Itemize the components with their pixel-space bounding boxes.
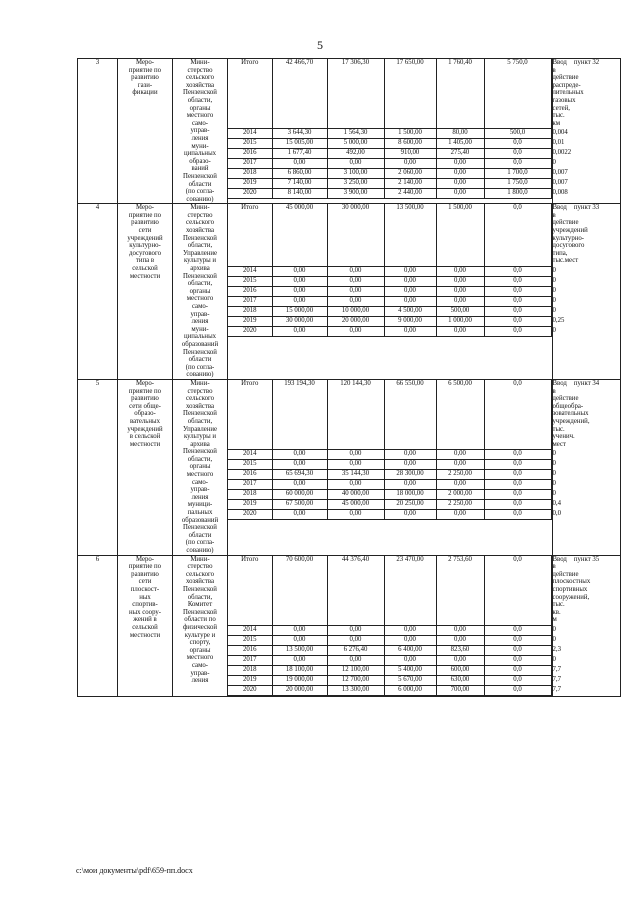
amount: 0,0	[484, 139, 551, 149]
period-label: Итого	[228, 556, 272, 626]
amount: 3 100,00	[327, 169, 384, 179]
year-row	[228, 317, 552, 327]
amount: 0,00	[384, 450, 436, 460]
amount: 0,00	[327, 450, 384, 460]
year-row	[228, 297, 552, 307]
amount: 0,00	[436, 327, 484, 337]
year: 2019	[228, 675, 272, 685]
amount: 0,00	[327, 287, 384, 297]
total-amount: 42 466,70	[272, 59, 327, 129]
year-row	[228, 159, 552, 169]
amount: 80,00	[436, 129, 484, 139]
amount: 5 400,00	[384, 665, 436, 675]
amount: 630,00	[436, 675, 484, 685]
amount: 0,0	[484, 480, 551, 490]
amount: 0,00	[327, 510, 384, 520]
amount: 275,40	[436, 149, 484, 159]
indicator-value: 0	[551, 159, 552, 169]
amount: 0,0	[484, 287, 551, 297]
amount: 0,00	[384, 625, 436, 635]
page-number: 5	[317, 38, 323, 52]
amount: 1 700,0	[484, 169, 551, 179]
amount: 67 500,00	[272, 500, 327, 510]
year-row	[228, 169, 552, 179]
amount: 0,00	[327, 480, 384, 490]
year-row	[228, 685, 552, 695]
indicator-label: Ввод в действие общеобра- зовательных учреждений, тыс. ученич. мест	[551, 380, 552, 450]
year: 2016	[228, 470, 272, 480]
year: 2015	[228, 277, 272, 287]
program-item-ref: пункт 32	[553, 59, 621, 204]
indicator-value: 0	[551, 490, 552, 500]
period-label: Итого	[228, 204, 272, 266]
indicator-value: 0,25	[551, 317, 552, 327]
year-row	[228, 470, 552, 480]
year: 2020	[228, 327, 272, 337]
amount: 45 000,00	[327, 500, 384, 510]
year: 2014	[228, 450, 272, 460]
total-amount: 1 760,40	[436, 59, 484, 129]
amount: 0,00	[384, 297, 436, 307]
year: 2015	[228, 635, 272, 645]
amount: 0,00	[327, 159, 384, 169]
amount: 5 000,00	[327, 139, 384, 149]
amount: 0,00	[327, 625, 384, 635]
period-label: Итого	[228, 59, 272, 129]
year-row	[228, 490, 552, 500]
total-amount: 44 376,40	[327, 556, 384, 626]
amount: 0,0	[484, 470, 551, 480]
amount: 6 400,00	[384, 645, 436, 655]
year-row	[228, 625, 552, 635]
total-amount: 17 306,30	[327, 59, 384, 129]
amount: 18 000,00	[384, 490, 436, 500]
amount: 35 144,30	[327, 470, 384, 480]
year-row	[228, 277, 552, 287]
amount: 2 440,00	[384, 189, 436, 199]
total-amount: 193 194,30	[272, 380, 327, 450]
row-number: 5	[78, 379, 118, 555]
indicator-value: 0	[551, 470, 552, 480]
indicator-value: 2,3	[551, 645, 552, 655]
indicator-value: 0	[551, 267, 552, 277]
indicator-value: 0,0	[551, 510, 552, 520]
amount: 0,00	[436, 625, 484, 635]
total-amount: 45 000,00	[272, 204, 327, 266]
amount: 700,00	[436, 685, 484, 695]
amount: 5 670,00	[384, 675, 436, 685]
amount: 2 060,00	[384, 169, 436, 179]
amount: 40 000,00	[327, 490, 384, 500]
total-row	[228, 556, 552, 626]
amount: 0,00	[436, 655, 484, 665]
year-row	[228, 450, 552, 460]
year-row	[228, 149, 552, 159]
amount: 30 000,00	[272, 317, 327, 327]
year-row	[228, 480, 552, 490]
amount: 0,00	[384, 159, 436, 169]
indicator-value: 7,7	[551, 685, 552, 695]
row-number: 4	[78, 204, 118, 380]
amount: 823,60	[436, 645, 484, 655]
amount: 15 005,00	[272, 139, 327, 149]
amount: 0,0	[484, 500, 551, 510]
amount: 0,0	[484, 307, 551, 317]
program-item-ref: пункт 33	[553, 204, 621, 380]
total-amount: 30 000,00	[327, 204, 384, 266]
year-row	[228, 675, 552, 685]
year: 2017	[228, 159, 272, 169]
amount: 6 860,00	[272, 169, 327, 179]
total-amount: 1 500,00	[436, 204, 484, 266]
amount: 0,00	[436, 179, 484, 189]
year: 2016	[228, 287, 272, 297]
amount: 0,00	[436, 169, 484, 179]
amount: 910,00	[384, 149, 436, 159]
total-row	[228, 59, 552, 129]
year-row	[228, 287, 552, 297]
measure-name: Меро- приятие по развитию сети учреждений культурно- досугового типа в сельской местности	[118, 204, 173, 380]
amount: 0,0	[484, 317, 551, 327]
total-amount: 5 750,0	[484, 59, 551, 129]
amount: 0,0	[484, 655, 551, 665]
amount: 1 800,0	[484, 189, 551, 199]
amount: 0,00	[436, 510, 484, 520]
amount: 2 140,00	[384, 179, 436, 189]
indicator-value: 0	[551, 307, 552, 317]
amount: 10 000,00	[327, 307, 384, 317]
measure-row	[78, 204, 621, 380]
measure-name: Меро- приятие по развитию сети обще- образо- вательных учреждений в сельской местности	[118, 379, 173, 555]
year: 2017	[228, 297, 272, 307]
amount: 0,00	[384, 287, 436, 297]
indicator-value: 0	[551, 635, 552, 645]
amount: 0,00	[327, 460, 384, 470]
amount: 3 250,00	[327, 179, 384, 189]
amount: 1 000,00	[436, 317, 484, 327]
amount: 20 000,00	[327, 317, 384, 327]
amount: 12 700,00	[327, 675, 384, 685]
amount: 8 600,00	[384, 139, 436, 149]
total-amount: 70 600,00	[272, 556, 327, 626]
amount: 20 000,00	[272, 685, 327, 695]
amount: 0,00	[272, 655, 327, 665]
amount: 0,00	[327, 267, 384, 277]
amount: 1 677,40	[272, 149, 327, 159]
amount: 0,00	[327, 297, 384, 307]
year: 2018	[228, 665, 272, 675]
amount: 2 250,00	[436, 470, 484, 480]
measure-row	[78, 59, 621, 204]
indicator-label: Ввод в действие распреде- лительных газовых сетей, тыс. км	[551, 59, 552, 129]
indicator-value: 0	[551, 480, 552, 490]
year: 2014	[228, 267, 272, 277]
total-amount: 2 753,60	[436, 556, 484, 626]
amount: 0,00	[436, 277, 484, 287]
amount: 0,0	[484, 645, 551, 655]
indicator-value: 0,4	[551, 500, 552, 510]
amount: 0,0	[484, 267, 551, 277]
amount: 8 140,00	[272, 189, 327, 199]
year: 2019	[228, 500, 272, 510]
amount: 28 300,00	[384, 470, 436, 480]
indicator-label: Ввод в действие плоскостных спортивных сооружений, тыс. кв. м	[551, 556, 552, 626]
amount: 0,0	[484, 665, 551, 675]
indicator-value: 0	[551, 297, 552, 307]
amount: 0,00	[384, 480, 436, 490]
amount: 60 000,00	[272, 490, 327, 500]
year: 2015	[228, 460, 272, 470]
program-item-ref: пункт 34	[553, 379, 621, 555]
indicator-value: 0	[551, 460, 552, 470]
year: 2016	[228, 645, 272, 655]
year-row	[228, 510, 552, 520]
amount: 18 100,00	[272, 665, 327, 675]
year: 2018	[228, 307, 272, 317]
year-row	[228, 655, 552, 665]
amount: 500,0	[484, 129, 551, 139]
amount: 0,00	[436, 159, 484, 169]
amount: 0,0	[484, 450, 551, 460]
amount: 0,00	[436, 460, 484, 470]
amount: 9 000,00	[384, 317, 436, 327]
amount: 0,00	[327, 635, 384, 645]
amount: 0,00	[384, 327, 436, 337]
amount: 1 405,00	[436, 139, 484, 149]
program-measures-table	[77, 58, 621, 697]
year: 2020	[228, 685, 272, 695]
amount: 0,00	[384, 655, 436, 665]
amount: 0,00	[436, 635, 484, 645]
year-row	[228, 460, 552, 470]
amount: 12 100,00	[327, 665, 384, 675]
responsible-executors: Мини- стерство сельского хозяйства Пензенской области, Управление культуры и архива Пензенской области, органы местного само- управ- ления муници- пальных образований Пензенской области (по согла- сованию)	[173, 379, 228, 555]
amount: 2 250,00	[436, 500, 484, 510]
amount: 0,0	[484, 490, 551, 500]
measure-name: Меро- приятие по развитию гази- фикации	[118, 59, 173, 204]
total-amount: 66 550,00	[384, 380, 436, 450]
amount: 0,0	[484, 277, 551, 287]
year: 2019	[228, 179, 272, 189]
indicator-value: 7,7	[551, 675, 552, 685]
amount: 3 900,00	[327, 189, 384, 199]
amount: 1 750,0	[484, 179, 551, 189]
year: 2018	[228, 169, 272, 179]
total-amount: 13 500,00	[384, 204, 436, 266]
year: 2014	[228, 129, 272, 139]
indicator-label: Ввод в действие учреждений культурно- досугового типа, тыс.мест	[551, 204, 552, 266]
amount: 15 000,00	[272, 307, 327, 317]
measure-name: Меро- приятие по развитию сети плоскост- ных спортив- ных соору- жений в сельской местности	[118, 555, 173, 696]
year-row	[228, 189, 552, 199]
year-row	[228, 665, 552, 675]
amount: 0,00	[384, 267, 436, 277]
year-row	[228, 645, 552, 655]
amount: 3 644,30	[272, 129, 327, 139]
amount: 1 564,30	[327, 129, 384, 139]
responsible-executors: Мини- стерство сельского хозяйства Пензенской области, органы местного само- управ- ления муни- ципальных образо- ваний Пензенской области (по согла- сованию)	[173, 59, 228, 204]
amount: 0,00	[436, 480, 484, 490]
amount: 0,0	[484, 327, 551, 337]
amount: 65 694,30	[272, 470, 327, 480]
amount: 20 250,00	[384, 500, 436, 510]
total-amount: 17 650,00	[384, 59, 436, 129]
year-row	[228, 267, 552, 277]
amount: 0,00	[272, 625, 327, 635]
amount: 0,00	[272, 327, 327, 337]
file-path-footer: c:\мои документы\pdf\659-пп.docx	[76, 866, 193, 875]
row-number: 6	[78, 555, 118, 696]
indicator-value: 7,7	[551, 665, 552, 675]
amount: 2 000,00	[436, 490, 484, 500]
amount: 0,0	[484, 685, 551, 695]
year: 2018	[228, 490, 272, 500]
indicator-value: 0,01	[551, 139, 552, 149]
financing-cell	[228, 59, 584, 204]
amount: 13 500,00	[272, 645, 327, 655]
year-row	[228, 179, 552, 189]
year-row	[228, 327, 552, 337]
total-amount: 23 470,00	[384, 556, 436, 626]
amount: 0,00	[272, 267, 327, 277]
year: 2017	[228, 480, 272, 490]
amount: 0,00	[384, 510, 436, 520]
year: 2014	[228, 625, 272, 635]
total-amount: 0,0	[484, 380, 551, 450]
amount: 0,00	[272, 297, 327, 307]
indicator-value: 0,0022	[551, 149, 552, 159]
amount: 6 276,40	[327, 645, 384, 655]
amount: 4 500,00	[384, 307, 436, 317]
measure-row	[78, 379, 621, 555]
amount: 0,0	[484, 297, 551, 307]
year-row	[228, 635, 552, 645]
financing-by-year	[228, 59, 584, 199]
year-row	[228, 129, 552, 139]
amount: 0,0	[484, 510, 551, 520]
amount: 0,00	[436, 189, 484, 199]
year: 2017	[228, 655, 272, 665]
amount: 0,00	[436, 297, 484, 307]
amount: 0,00	[436, 267, 484, 277]
total-amount: 0,0	[484, 556, 551, 626]
amount: 0,00	[272, 635, 327, 645]
amount: 0,00	[272, 287, 327, 297]
amount: 0,00	[327, 277, 384, 287]
amount: 6 000,00	[384, 685, 436, 695]
amount: 19 000,00	[272, 675, 327, 685]
year-row	[228, 500, 552, 510]
indicator-value: 0,004	[551, 129, 552, 139]
amount: 0,00	[384, 277, 436, 287]
total-row	[228, 204, 552, 266]
indicator-value: 0	[551, 277, 552, 287]
measure-row	[78, 555, 621, 696]
amount: 0,0	[484, 625, 551, 635]
year-row	[228, 307, 552, 317]
year: 2019	[228, 317, 272, 327]
indicator-value: 0	[551, 450, 552, 460]
amount: 0,0	[484, 149, 551, 159]
program-item-ref: пункт 35	[553, 555, 621, 696]
year: 2020	[228, 189, 272, 199]
amount: 0,0	[484, 460, 551, 470]
indicator-value: 0	[551, 327, 552, 337]
indicator-value: 0	[551, 655, 552, 665]
total-amount: 0,0	[484, 204, 551, 266]
amount: 1 500,00	[384, 129, 436, 139]
amount: 0,00	[272, 159, 327, 169]
year: 2015	[228, 139, 272, 149]
indicator-value: 0,007	[551, 179, 552, 189]
amount: 600,00	[436, 665, 484, 675]
amount: 0,00	[327, 327, 384, 337]
responsible-executors: Мини- стерство сельского хозяйства Пензенской области, Комитет Пензенской области по физической культуре и спорту, органы местного само- управ- ления	[173, 555, 228, 696]
year-row	[228, 139, 552, 149]
row-number: 3	[78, 59, 118, 204]
indicator-value: 0,007	[551, 169, 552, 179]
amount: 0,00	[272, 510, 327, 520]
amount: 0,00	[272, 450, 327, 460]
period-label: Итого	[228, 380, 272, 450]
amount: 0,0	[484, 159, 551, 169]
amount: 0,00	[436, 450, 484, 460]
total-row	[228, 380, 552, 450]
amount: 0,00	[327, 655, 384, 665]
amount: 0,00	[436, 287, 484, 297]
amount: 0,00	[272, 277, 327, 287]
amount: 492,00	[327, 149, 384, 159]
amount: 0,00	[272, 460, 327, 470]
year: 2016	[228, 149, 272, 159]
amount: 7 140,00	[272, 179, 327, 189]
responsible-executors: Мини- стерство сельского хозяйства Пензенской области, Управление культуры и архива Пензенской области, органы местного само- управ- ления муни- ципальных образований Пензенской области (по согла- сованию)	[173, 204, 228, 380]
indicator-value: 0	[551, 287, 552, 297]
indicator-value: 0,008	[551, 189, 552, 199]
total-amount: 120 144,30	[327, 380, 384, 450]
amount: 0,0	[484, 635, 551, 645]
indicator-value: 0	[551, 625, 552, 635]
amount: 500,00	[436, 307, 484, 317]
amount: 0,00	[384, 635, 436, 645]
amount: 13 300,00	[327, 685, 384, 695]
amount: 0,00	[384, 460, 436, 470]
amount: 0,00	[272, 480, 327, 490]
year: 2020	[228, 510, 272, 520]
amount: 0,0	[484, 675, 551, 685]
total-amount: 6 500,00	[436, 380, 484, 450]
